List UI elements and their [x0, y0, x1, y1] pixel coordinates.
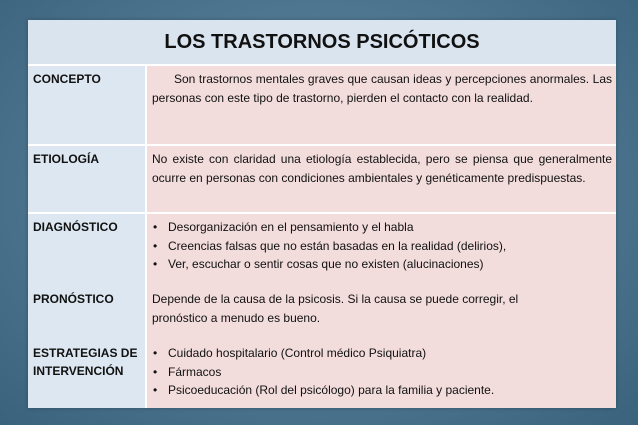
label-diagnostico: DIAGNÓSTICO: [33, 220, 118, 234]
list-item: • Ver, escuchar o sentir cosas que no existen (alucinaciones): [152, 255, 612, 274]
list-item: • Cuidado hospitalario (Control médico Psiquiatra): [152, 344, 612, 363]
label-pronostico: PRONÓSTICO: [33, 292, 114, 306]
row-diagnostico-pronostico: [28, 214, 616, 340]
list-item: • Desorganización en el pensamiento y el habla: [152, 218, 612, 237]
list-item: • Creencias falsas que no están basadas en la realidad (delirios),: [152, 237, 612, 256]
table-title: LOS TRASTORNOS PSICÓTICOS: [28, 20, 616, 64]
etiologia-text: No existe con claridad una etiología establecida, pero se piensa que generalmente ocurre en personas con condiciones ambientales y genéticamente predispuestas.: [147, 146, 616, 212]
row-concepto: [28, 66, 616, 144]
label-cell-estrategias: [28, 334, 145, 408]
concepto-text: Son trastornos mentales graves que causan ideas y percepciones anormales. Las personas con este tipo de trastorno, pierden el contacto con la realidad.: [147, 66, 616, 144]
label-concepto: CONCEPTO: [28, 66, 145, 144]
estrategias-cell: [147, 334, 616, 408]
label-estrategias-line2: INTERVENCIÓN: [33, 364, 124, 378]
pronostico-text: Depende de la causa de la psicosis. Si la causa se puede corregir, el pronóstico a menudo es bueno.: [152, 292, 519, 325]
row-estrategias: [28, 334, 616, 408]
list-item: • Psicoeducación (Rol del psicólogo) para la familia y paciente.: [152, 381, 612, 400]
label-etiologia: ETIOLOGÍA: [28, 146, 145, 212]
label-cell-diagnostico: [28, 214, 145, 340]
diagnostico-list: [152, 218, 612, 274]
label-estrategias-line1: ESTRATEGIAS DE: [33, 346, 138, 360]
estrategias-list: [152, 344, 612, 400]
diagnostico-cell: [147, 214, 616, 340]
row-etiologia: [28, 146, 616, 212]
slide-table: [28, 20, 616, 408]
list-item: • Fármacos: [152, 363, 612, 382]
